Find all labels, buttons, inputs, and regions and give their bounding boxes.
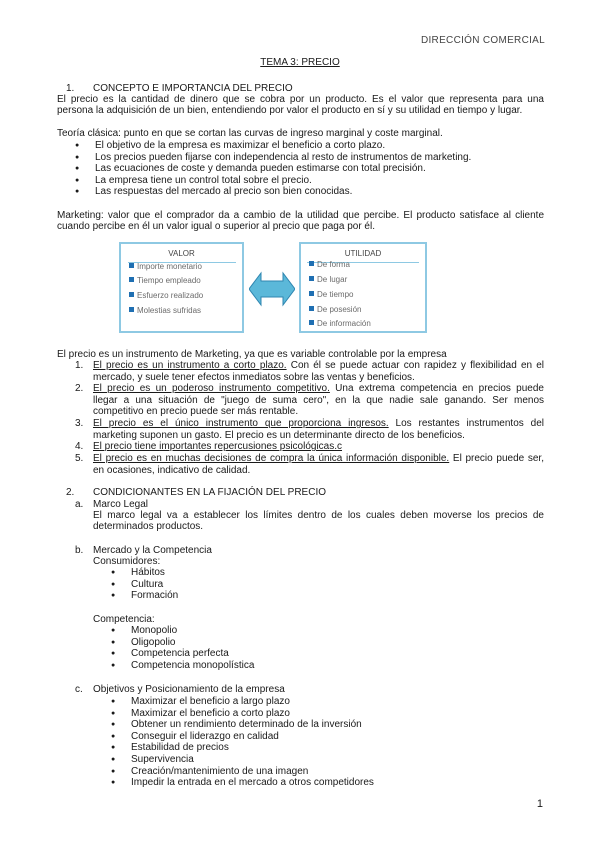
teoria-clasica: Teoría clásica: punto en que se cortan las curvas de ingreso marginal y coste marginal. (57, 128, 443, 139)
item-rest: Los restantes instrumentos del (388, 418, 544, 429)
double-arrow-icon (249, 270, 295, 308)
list-item (75, 453, 544, 476)
utilidad-item: De forma (309, 259, 350, 271)
valor-item: Molestias sufridas (129, 305, 201, 317)
list-item: ● Las respuestas del mercado al precio son bien conocidas. (75, 186, 471, 198)
page-number: 1 (536, 798, 543, 810)
list-item: ● Conseguir el liderazgo en calidad (111, 731, 374, 743)
subsection-c-letter: c. (75, 684, 83, 695)
section1-number: 1. (66, 83, 75, 94)
list-item: ● Impedir la entrada en el mercado a otros competidores (111, 777, 374, 789)
item-line-3: competitivo en precio puede ser más rentable. (93, 406, 299, 417)
list-item: ● La empresa tiene un control total sobre el precio. (75, 175, 471, 187)
item-number: 3. (75, 418, 84, 429)
intro-line-1: El precio es la cantidad de dinero que se cobra por un producto. Es el valor que representa para una (57, 94, 544, 105)
list-item: ● Hábitos (111, 567, 178, 579)
item-number: 4. (75, 441, 84, 452)
competencia-label: Competencia: (93, 614, 155, 625)
list-item (75, 360, 544, 383)
subsection-a-title: Marco Legal (93, 499, 149, 510)
list-item (75, 441, 544, 453)
item-line-2: en ocasiones, indicativo de calidad. (93, 464, 251, 476)
item-underlined: El precio es el único instrumento que proporciona ingresos. (93, 418, 389, 429)
list-item: ● Estabilidad de precios (111, 742, 374, 754)
utilidad-box (299, 242, 427, 333)
list-item: ● Cultura (111, 579, 178, 591)
objetivos-list (111, 696, 374, 789)
marco-legal-line-2: determinados productos. (93, 521, 204, 532)
list-item: ● Monopolio (111, 625, 254, 637)
consumidores-list (111, 567, 178, 602)
list-item: ● Los precios pueden fijarse con independencia al resto de instrumentos de marketing. (75, 152, 471, 164)
subsection-c-title: Objetivos y Posicionamiento de la empresa (93, 684, 285, 695)
list-item: ● Creación/mantenimiento de una imagen (111, 766, 374, 778)
list-item (75, 383, 544, 418)
utilidad-item: De tiempo (309, 289, 353, 301)
marketing-line-2: cuando percibe en él un valor igual o superior al precio que paga por él. (57, 221, 375, 232)
subsection-b-title: Mercado y la Competencia (93, 545, 212, 556)
marco-legal-line-1: El marco legal va a establecer los límites dentro de los cuales deben moverse los precios de (93, 510, 544, 521)
list-item: ● Supervivencia (111, 754, 374, 766)
item-rest: Una extrema competencia en precios puede (329, 383, 544, 394)
intro-line-2: persona la adquisición de un bien, entendiendo por valor el producto en sí y su utilidad en tiempo y lugar. (57, 105, 523, 116)
item-number: 2. (75, 383, 84, 394)
item-underlined: El precio es en muchas decisiones de compra la única información disponible. (93, 453, 450, 464)
running-header: DIRECCIÓN COMERCIAL (420, 35, 545, 46)
item-line-2: llegar a una situación de "juego de suma cero", en la que nadie sale ganando. Ser menos (93, 394, 544, 406)
list-item: ● Obtener un rendimiento determinado de la inversión (111, 719, 374, 731)
list-item: ● Formación (111, 590, 178, 602)
valor-item: Esfuerzo realizado (129, 290, 203, 302)
list-item: ● Oligopolio (111, 637, 254, 649)
list-item: ● El objetivo de la empresa es maximizar el beneficio a corto plazo. (75, 140, 471, 152)
list-item: ● Las ecuaciones de coste y demanda pueden estimarse con total precisión. (75, 163, 471, 175)
valor-item: Importe monetario (129, 261, 202, 273)
item-underlined: El precio es un instrumento a corto plazo. (93, 360, 287, 371)
valor-title-text: VALOR (168, 249, 195, 258)
list-item: ● Competencia monopolística (111, 660, 254, 672)
item-rest: El precio puede ser, (449, 453, 544, 464)
utilidad-item: De posesión (309, 304, 361, 316)
subsection-a-letter: a. (75, 499, 84, 510)
valor-item: Tiempo empleado (129, 275, 201, 287)
instrumento-paragraph: El precio es un instrumento de Marketing, ya que es variable controlable por la empresa (57, 349, 447, 360)
item-number: 5. (75, 453, 84, 464)
consumidores-label: Consumidores: (93, 556, 161, 567)
item-underlined: El precio es un poderoso instrumento competitivo. (93, 383, 330, 394)
item-rest: Con él se puede actuar con rapidez y flexibilidad en el (286, 360, 545, 371)
page-title: TEMA 3: PRECIO (260, 57, 340, 68)
utilidad-item: De información (309, 318, 371, 330)
item-line-2: mercado, y suele tener efectos inmediatos sobre las ventas y beneficios. (93, 371, 415, 383)
section1-heading: CONCEPTO E IMPORTANCIA DEL PRECIO (93, 83, 293, 94)
marketing-line-1: Marketing: valor que el comprador da a cambio de la utilidad que percibe. El producto satisface al cliente (57, 210, 544, 221)
list-item: ● Maximizar el beneficio a largo plazo (111, 696, 374, 708)
item-number: 1. (75, 360, 84, 371)
clasica-list (75, 140, 471, 198)
section2-number: 2. (66, 487, 75, 498)
list-item (75, 418, 544, 441)
list-item: ● Maximizar el beneficio a corto plazo (111, 708, 374, 720)
competencia-list (111, 625, 254, 671)
utilidad-title-text: UTILIDAD (344, 249, 382, 258)
numbered-list (75, 360, 544, 476)
item-line-2: marketing suponen un gasto. El precio es un determinante directo de los beneficios. (93, 429, 465, 441)
subsection-b-letter: b. (75, 545, 84, 556)
section2-heading: CONDICIONANTES EN LA FIJACIÓN DEL PRECIO (93, 487, 327, 498)
item-underlined: El precio tiene importantes repercusiones psicológicas.c (93, 441, 343, 452)
utilidad-item: De lugar (309, 274, 347, 286)
valor-box (119, 242, 244, 333)
list-item: ● Competencia perfecta (111, 648, 254, 660)
